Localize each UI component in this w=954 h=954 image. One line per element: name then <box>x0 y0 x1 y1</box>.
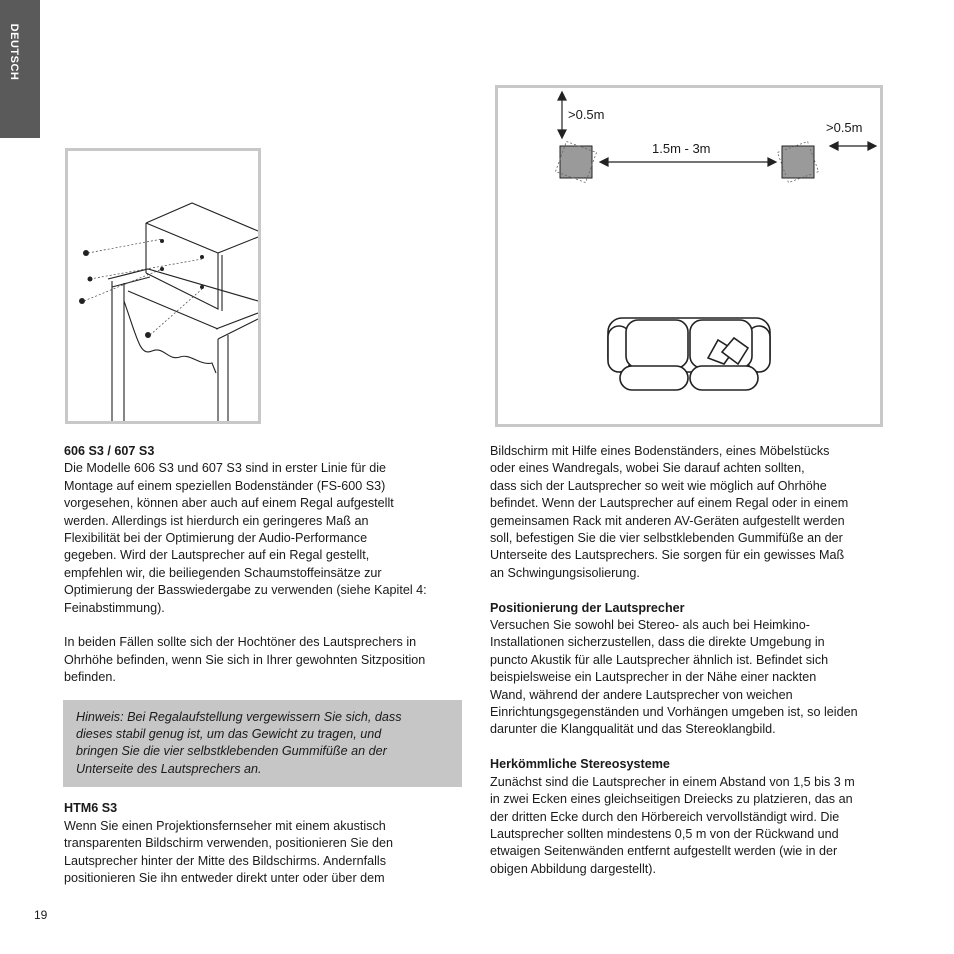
left-text-column <box>64 443 464 887</box>
paragraph-line: dass sich der Lautsprecher so weit wie möglich auf Ohrhöhe <box>490 478 827 493</box>
paragraph-line: Installationen sicherzustellen, dass die direkte Umgebung in <box>490 635 825 650</box>
paragraph-line: obigen Abbildung dargestellt). <box>490 861 656 876</box>
paragraph-line: positionieren Sie ihn entweder direkt unter oder über dem <box>64 870 385 885</box>
paragraph-line: gemeinsamen Rack mit anderen AV-Geräten aufgestellt werden <box>490 513 845 528</box>
note-line: Unterseite des Lautsprechers an. <box>76 761 262 776</box>
label-wall-distance-top: >0.5m <box>568 107 605 122</box>
paragraph-line: befindet. Wenn der Lautsprecher auf einem Regal oder in einem <box>490 496 849 511</box>
paragraph-line: Wand, während der andere Lautsprecher von weichen <box>490 687 793 702</box>
paragraph-line: werden. Allerdings ist hierdurch ein geringeres Maß an <box>64 513 369 528</box>
shelf-note-box <box>63 700 462 788</box>
paragraph-line: vorgesehen, können aber auch auf einem Regal aufgestellt <box>64 496 394 511</box>
note-line: dieses stabil genug ist, um das Gewicht zu tragen, und <box>76 727 382 742</box>
label-wall-distance-side: >0.5m <box>826 120 863 135</box>
paragraph-line: gegeben. Wird der Lautsprecher auf ein Regal gestellt, <box>64 548 370 563</box>
paragraph-line: Optimierung der Basswiedergabe zu verwenden (siehe Kapitel 4: <box>64 583 427 598</box>
label-speaker-distance: 1.5m - 3m <box>652 141 711 156</box>
paragraph-line: Zunächst sind die Lautsprecher in einem Abstand von 1,5 bis 3 m <box>490 774 855 789</box>
paragraph-line: transparenten Bildschirm verwenden, positionieren Sie den <box>64 836 394 851</box>
paragraph-line: puncto Akustik für alle Lautsprecher ähnlich ist. Befindet sich <box>490 652 829 667</box>
paragraph-line: an Schwingungsisolierung. <box>490 565 640 580</box>
paragraph-line: Flexibilität bei der Optimierung der Audio-Performance <box>64 531 368 546</box>
left-speaker <box>555 141 596 182</box>
paragraph-line: Wenn Sie einen Projektionsfernseher mit einem akustisch <box>64 818 386 833</box>
paragraph-line: In beiden Fällen sollte sich der Hochtöner des Lautsprechers in <box>64 635 417 650</box>
note-line: Hinweis: Bei Regalaufstellung vergewissern Sie sich, dass <box>76 709 402 724</box>
section-heading-stereo: Herkömmliche Stereosysteme <box>490 757 670 772</box>
paragraph-line: Lautsprecher hinter der Mitte des Bildschirms. Andernfalls <box>64 853 386 868</box>
paragraph-line: oder eines Wandregals, wobei Sie darauf achten sollten, <box>490 461 805 476</box>
paragraph-line: Ohrhöhe befinden, wenn Sie sich in Ihrer gewohnten Sitzposition <box>64 652 426 667</box>
section-heading-htm6: HTM6 S3 <box>64 801 118 816</box>
stereo-placement-diagram <box>495 85 883 427</box>
section-heading-positioning: Positionierung der Lautsprecher <box>490 600 685 615</box>
placement-drawing <box>498 88 880 424</box>
right-speaker <box>777 141 818 182</box>
paragraph-line: der dritten Ecke durch den Hörbereich vervollständigt wird. Die <box>490 809 840 824</box>
sofa <box>608 318 770 390</box>
paragraph-line: in zwei Ecken eines gleichseitigen Dreiecks zu platzieren, das an <box>490 792 853 807</box>
section-heading-606-607: 606 S3 / 607 S3 <box>64 444 155 458</box>
paragraph-line: Die Modelle 606 S3 und 607 S3 sind in erster Linie für die <box>64 461 387 476</box>
paragraph-line: Einrichtungsgegenständen und Vorhängen umgeben ist, so leiden <box>490 705 858 720</box>
paragraph-line: soll, befestigen Sie die vier selbstklebenden Gummifüße an der <box>490 531 843 546</box>
right-text-column <box>490 443 895 878</box>
note-line: bringen Sie die vier selbstklebenden Gummifüße an der <box>76 744 387 759</box>
paragraph-line: Bildschirm mit Hilfe eines Bodenständers, eines Möbelstücks <box>490 444 830 458</box>
shelf-speaker-drawing <box>68 151 258 421</box>
language-tab <box>0 0 40 138</box>
paragraph-line: Versuchen Sie sowohl bei Stereo- als auch bei Heimkino- <box>490 618 810 633</box>
paragraph-line: Unterseite des Lautsprechers. Sie sorgen für ein gewisses Maß <box>490 548 845 563</box>
paragraph-line: beispielsweise ein Lautsprecher in der Nähe einer nackten <box>490 670 817 685</box>
paragraph-line: darunter die Klangqualität und das Stereoklangbild. <box>490 722 776 737</box>
language-tab-label: DEUTSCH <box>8 23 20 81</box>
paragraph-line: Montage auf einem speziellen Bodenständer (FS-600 S3) <box>64 478 386 493</box>
paragraph-line: Lautsprecher sollten mindestens 0,5 m von der Rückwand und <box>490 826 839 841</box>
paragraph-line: befinden. <box>64 670 116 685</box>
shelf-mount-illustration <box>65 148 261 424</box>
page-number: 19 <box>34 908 48 922</box>
paragraph-line: etwaigen Seitenwänden entfernt aufgestellt werden (wie in der <box>490 844 838 859</box>
paragraph-line: empfehlen wir, die beiliegenden Schaumstoffeinsätze zur <box>64 565 382 580</box>
paragraph-line: Feinabstimmung). <box>64 600 165 615</box>
